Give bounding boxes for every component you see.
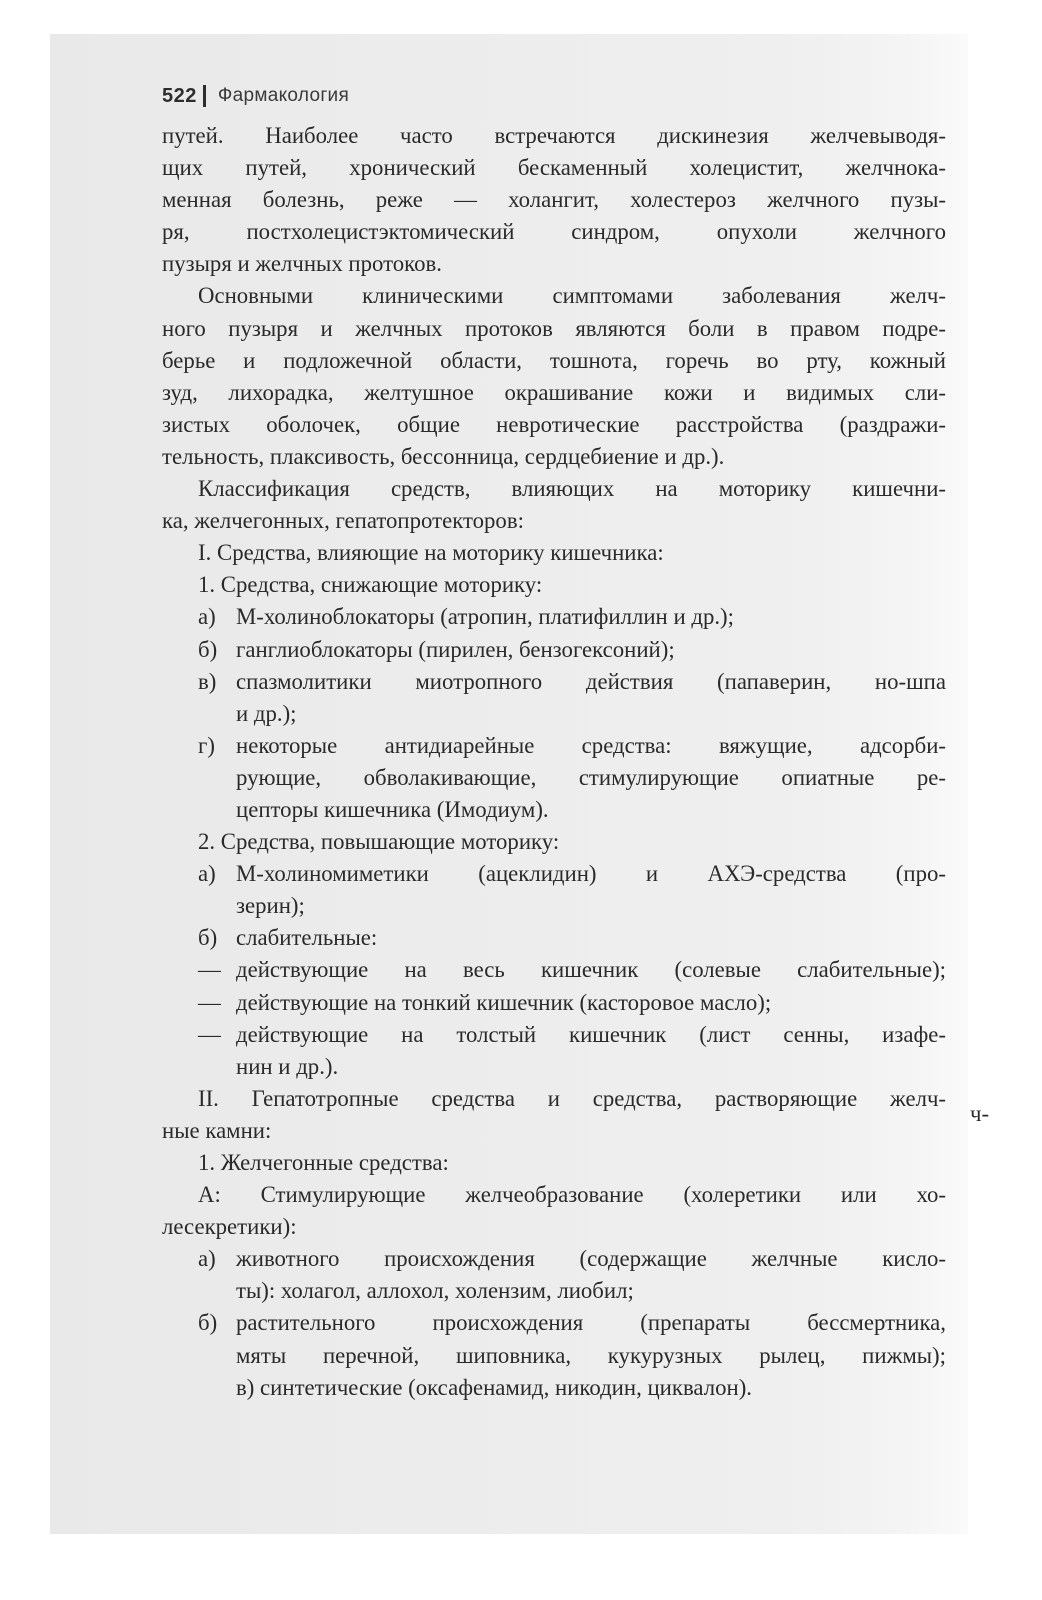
list-item-text: спазмолитики миотропного действия (папаверин, но-шпа (236, 668, 946, 694)
list-item-text: действующие на весь кишечник (солевые слабительные); (236, 957, 946, 983)
text-line: менная болезнь, реже — холангит, холестероз желчного пузы- (162, 187, 946, 213)
text-line: Классификация средств, влияющих на моторику кишечни- (198, 476, 946, 502)
page-header (162, 80, 349, 112)
list-item (162, 987, 946, 1019)
subsection-heading: 1. Средства, снижающие моторику: (198, 572, 543, 598)
text-line: путей. Наиболее часто встречаются дискинезия желчевыводя- (162, 123, 946, 148)
list-marker: б) (198, 925, 218, 951)
text-line: ные камни: (162, 1117, 272, 1143)
list-item-text: действующие на тонкий кишечник (касторовое масло); (236, 989, 772, 1015)
dash-marker: — (198, 1021, 221, 1047)
text-line: тельность, плаксивость, бессонница, сердцебиение и др.). (162, 443, 725, 469)
text-line: зистых оболочек, общие невротические расстройства (раздражи- (162, 411, 946, 437)
list-item-text: М-холиноблокаторы (атропин, платифиллин и др.); (236, 604, 734, 630)
section-heading: II. Гепатотропные средства и средства, растворяющие желч- (198, 1085, 946, 1111)
text-line: щих путей, хронический бескаменный холецистит, желчнока- (162, 155, 946, 181)
list-item (162, 922, 946, 954)
stray-text-fragment: ч- (970, 1101, 990, 1126)
text-line: и др.); (236, 700, 297, 726)
text-line: цепторы кишечника (Имодиум). (236, 796, 549, 822)
text-line: зуд, лихорадка, желтушное окрашивание кожи и видимых сли- (162, 379, 946, 405)
text-line: в) синтетические (оксафенамид, никодин, циквалон). (236, 1374, 753, 1400)
list-marker: г) (198, 732, 215, 758)
list-marker: б) (198, 636, 218, 662)
text-line: пузыря и желчных протоков. (162, 251, 442, 277)
text-line: лесекретики): (162, 1214, 297, 1240)
list-marker: б) (198, 1310, 218, 1336)
list-item (162, 634, 946, 666)
page-number: 522 (162, 84, 197, 107)
text-line: рующие, обволакивающие, стимулирующие опиатные ре- (236, 764, 946, 790)
list-item (162, 1019, 946, 1051)
list-item-text: слабительные: (236, 925, 378, 951)
list-item-text: животного происхождения (содержащие желчные кисло- (236, 1246, 946, 1272)
header-separator (203, 85, 206, 107)
list-marker: а) (198, 1246, 216, 1272)
text-line: берье и подложечной области, тошнота, горечь во рту, кожный (162, 347, 946, 373)
list-item (162, 1307, 946, 1339)
text-line: мяты перечной, шиповника, кукурузных рылец, пижмы); (236, 1342, 946, 1368)
text-line: зерин); (236, 893, 305, 919)
list-item-text: некоторые антидиарейные средства: вяжущие, адсорби- (236, 732, 946, 758)
list-item (162, 730, 946, 762)
list-item (162, 954, 946, 986)
list-item (162, 858, 946, 890)
text-line: ка, желчегонных, гепатопротекторов: (162, 508, 524, 534)
list-item-text: ганглиоблокаторы (пирилен, бензогексоний); (236, 636, 675, 662)
list-item (162, 601, 946, 633)
list-item-text: растительного происхождения (препараты бессмертника, (236, 1310, 946, 1336)
text-line: нин и др.). (236, 1053, 339, 1079)
list-marker: а) (198, 604, 216, 630)
text-line: ного пузыря и желчных протоков являются боли в правом подре- (162, 315, 946, 341)
list-item (162, 666, 946, 698)
text-line: ты): холагол, аллохол, холензим, лиобил; (236, 1278, 634, 1304)
list-marker: а) (198, 861, 216, 887)
subsection-heading: 1. Желчегонные средства: (198, 1150, 449, 1175)
section-heading: I. Средства, влияющие на моторику кишечника: (198, 540, 664, 566)
body-text (162, 120, 946, 1404)
list-marker: в) (198, 668, 217, 694)
dash-marker: — (198, 989, 221, 1015)
text-line: ря, постхолецистэктомический синдром, опухоли желчного (162, 219, 946, 245)
running-title: Фармакология (217, 85, 350, 106)
list-item (162, 1243, 946, 1275)
subsection-heading: 2. Средства, повышающие моторику: (198, 829, 560, 855)
text-line: Основными клиническими симптомами заболевания желч- (198, 283, 946, 309)
list-item-text: действующие на толстый кишечник (лист сенны, изафе- (236, 1021, 946, 1047)
list-item-text: М-холиномиметики (ацеклидин) и АХЭ-средства (про- (236, 861, 946, 887)
dash-marker: — (198, 957, 221, 983)
text-line: А: Стимулирующие желчеобразование (холеретики или хо- (198, 1182, 946, 1208)
